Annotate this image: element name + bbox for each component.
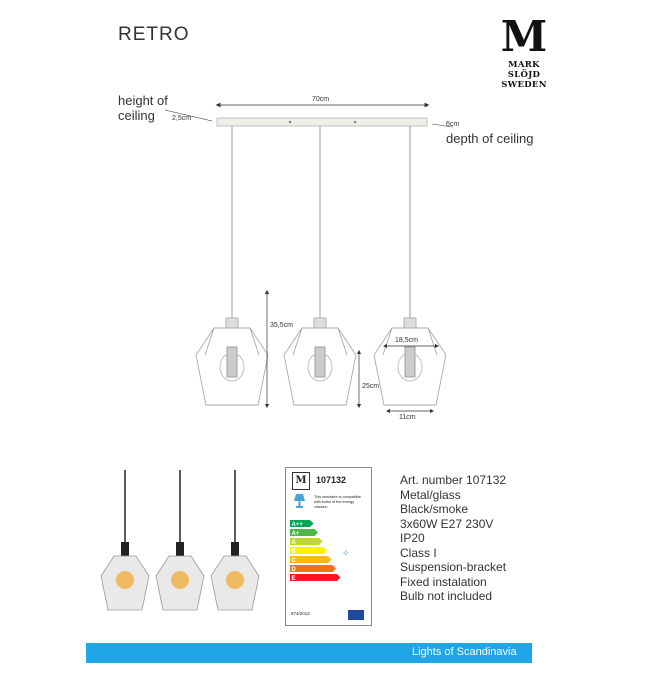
- energy-bar-c: [290, 556, 332, 563]
- product-photo: [95, 470, 275, 620]
- spec-bulb: Bulb not included: [400, 589, 493, 603]
- pendant-shade-2: [284, 318, 356, 405]
- plate-height-label: 2,5cm: [172, 115, 192, 122]
- footer-text: Lights of Scandinavia: [412, 646, 517, 658]
- energy-code: 107132: [316, 475, 347, 485]
- logo-line-2: SLÖJD: [507, 70, 541, 80]
- bulb-compat-icon: ✧: [342, 548, 350, 558]
- energy-class-label: C: [291, 557, 296, 564]
- ceiling-plate: [217, 118, 427, 126]
- spec-ip-rating: IP20: [400, 531, 425, 545]
- energy-label: [285, 467, 372, 626]
- energy-bar-e: [290, 574, 341, 581]
- energy-bar-d: [290, 565, 336, 572]
- eu-flag-icon: [348, 610, 364, 620]
- shade-height-label: 25cm: [362, 383, 380, 390]
- width-dimension-label: 70cm: [312, 96, 330, 103]
- energy-note: This luminaire is compatible with bulbs of the energy classes:: [314, 495, 361, 509]
- pendant-shade-1: [196, 318, 268, 405]
- pendant-shade-3: [374, 318, 446, 405]
- spec-class: Class I: [400, 545, 437, 560]
- photo-pendant-3: [211, 470, 259, 610]
- photo-pendant-1: [101, 470, 149, 610]
- spec-installation: Fixed instalation: [400, 574, 487, 589]
- energy-class-label: A+: [291, 530, 300, 537]
- spec-article-number: Art. number 107132: [400, 473, 507, 487]
- shade-diameter-label: 18,5cm: [395, 337, 418, 344]
- total-height-label: 35,5cm: [270, 322, 293, 329]
- energy-regulation: 874/2012: [291, 611, 310, 616]
- spec-power: 3x60W E27 230V: [400, 516, 494, 531]
- depth-label: 6cm: [446, 121, 460, 128]
- energy-class-label: E: [291, 575, 296, 582]
- energy-class-label: D: [291, 566, 296, 573]
- socket-width-label: 11cm: [399, 414, 416, 421]
- energy-class-label: B: [291, 548, 296, 555]
- product-title: RETRO: [118, 24, 190, 45]
- footer-bar: [86, 643, 532, 663]
- energy-logo-icon: M: [292, 472, 310, 490]
- lamp-icon: [294, 494, 305, 508]
- energy-class-bars: [290, 520, 350, 590]
- photo-pendant-2: [156, 470, 204, 610]
- height-of-ceiling-label: height of ceiling: [118, 93, 168, 123]
- spec-color: Black/smoke: [400, 502, 469, 516]
- spec-mounting: Suspension-bracket: [400, 560, 507, 574]
- logo-line-3: SWEDEN: [501, 80, 547, 90]
- logo-letter: M: [500, 12, 548, 61]
- spec-material: Metal/glass: [400, 487, 461, 502]
- energy-class-label: A: [291, 539, 296, 546]
- depth-of-ceiling-label: depth of ceiling: [446, 131, 534, 146]
- logo-line-1: MARK: [508, 60, 540, 70]
- energy-class-label: A++: [291, 521, 303, 528]
- spec-list: [400, 473, 506, 604]
